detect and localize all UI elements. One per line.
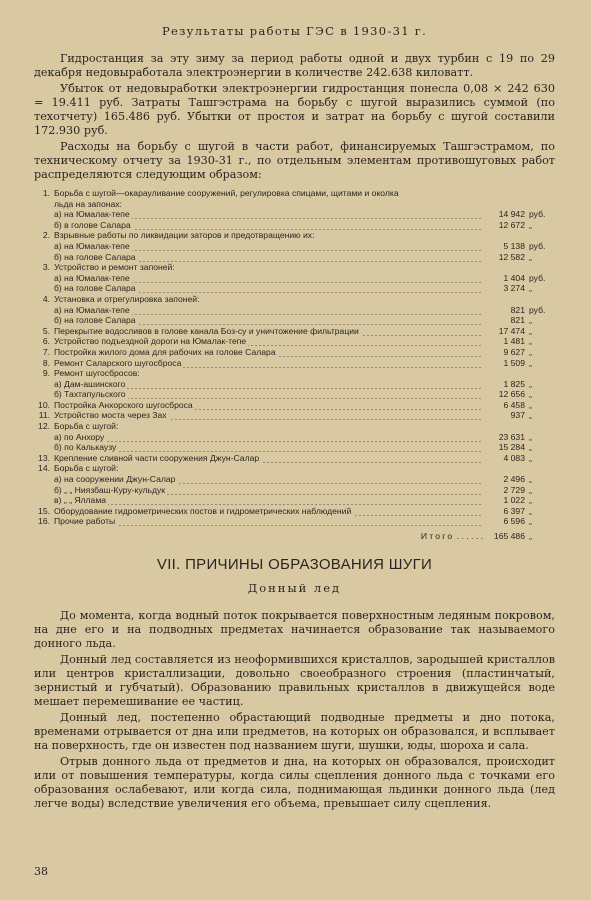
cost-item-number: 12. [38,421,50,432]
cost-item-label: Устройство подъездной дороги на Юмалак-тепе [54,336,247,347]
cost-item-unit: руб. [529,240,546,251]
cost-row [34,199,555,210]
cost-row [34,252,555,263]
cost-item-number [34,315,54,326]
cost-row [34,262,555,273]
cost-row [34,283,555,294]
total-unit: „ [529,531,532,541]
cost-row [34,220,555,231]
cost-item-label: Постройка жилого дома для рабочих на голове Салара [54,346,276,357]
cost-item-unit: „ [529,474,532,485]
cost-item-unit: „ [529,389,532,400]
cost-item-value [483,262,525,273]
cost-item-unit: „ [529,452,532,463]
cost-item-number [34,199,54,210]
cost-item-label: Борьба с шугой: [54,421,119,432]
cost-item-value: 23 631 [498,431,525,442]
cost-item-number [34,209,54,220]
cost-item-number [34,485,54,496]
cost-item-number [34,389,54,400]
cost-row [34,368,555,379]
cost-row [34,347,555,358]
cost-item-label: Постройка Анхорского шугосброса [54,399,193,410]
paragraph-bottom-ice-structure: Донный лед составляется из неоформившихся кристаллов, зародышей кристаллов или центров кристаллизации, довольно своеобразного строения (пластинчатый, зернистый и губчатый). Образованию правильных кристаллов в движущейся воде мешает перемешивание ее частиц. [34,652,555,708]
cost-item-number [34,273,54,284]
cost-item-unit: „ [529,325,532,336]
cost-item-number [34,241,54,252]
cost-item-unit [525,230,555,241]
cost-item-unit: руб. [529,272,546,283]
cost-item-label: Оборудование гидрометрических постов и гидрометрических наблюдений [54,505,352,516]
cost-item-number: 8. [42,357,50,368]
cost-item-number: 3. [42,262,50,273]
cost-item-label: Ремонт шугосбросов: [54,368,140,379]
cost-item-value: 1 022 [503,495,525,506]
cost-item-value [483,463,525,474]
cost-item-value: 9 627 [503,346,525,357]
cost-row [34,463,555,474]
cost-item-label: в) „ „ Яллама [54,495,107,506]
cost-item-value: 14 942 [498,209,525,220]
cost-item-value [483,199,525,210]
cost-item-value: 17 474 [498,325,525,336]
cost-row [34,336,555,347]
cost-item-unit: „ [529,495,532,506]
cost-item-number: 14. [38,463,50,474]
cost-item-unit: „ [529,315,532,326]
cost-item-unit: „ [529,442,532,453]
cost-item-number: 9. [42,368,50,379]
cost-item-value: 937 [510,410,525,421]
cost-item-unit: „ [529,431,532,442]
paragraph-losses: Убыток от недовыработки электроэнергии гидростанция понесла 0,08 × 242 630 = 19.411 руб. Затраты Ташгэстрама на борьбу с шугой выразились суммой (по техотчету) 165.486 руб. Убытки от простоя и затрат на борьбу с шугой составили 172.930 руб. [34,82,555,137]
paragraph-energy-shortfall: Гидростанция за эту зиму за период работы одной и двух турбин с 19 по 29 декабря недовыработала электроэнергии в количестве 242.638 киловатт. [34,52,555,79]
cost-item-label: Борьба с шугой—окарауливание сооружений, регулировка спицами, щитами и околка [54,188,399,198]
cost-item-label: б) на голове Салара [54,315,136,326]
cost-item-label: б) на голове Салара [54,283,136,294]
cost-row [34,379,555,390]
cost-item-unit [525,294,555,305]
total-label: Итого [420,531,455,541]
cost-item-unit: „ [529,410,532,421]
cost-item-unit [525,421,555,432]
cost-item-value: 1 404 [503,272,525,283]
cost-item-label: Установка и отрегулировка запоней: [54,293,200,304]
subsection-title: Донный лед [247,580,342,595]
cost-total-row: Итого . . . . . . 165 486 „ [34,527,555,542]
cost-row [34,305,555,316]
cost-item-unit: руб. [529,209,546,220]
cost-item-value: 5 138 [503,240,525,251]
cost-item-number: 11. [38,410,50,421]
cost-row [34,516,555,527]
cost-row [34,432,555,443]
cost-item-label: Крепление сливной части сооружения Джун-Салар [54,452,260,463]
cost-item-value: 6 458 [503,399,525,410]
cost-row [34,209,555,220]
cost-item-unit: „ [529,346,532,357]
cost-item-number [34,305,54,316]
cost-row [34,421,555,432]
cost-item-number: 1. [42,188,50,198]
cost-item-number: 6. [42,336,50,347]
cost-item-label: б) Тахтапульского [54,389,126,400]
cost-row [34,241,555,252]
cost-item-label: а) на Юмалак-тепе [54,272,130,283]
cost-item-label: а) на Юмалак-тепе [54,304,130,315]
cost-item-value: 821 [510,304,525,315]
cost-item-number [34,474,54,485]
cost-item-unit: „ [529,283,532,294]
cost-item-number: 16. [38,516,50,527]
paragraph-bottom-ice-release: Донный лед, постепенно обрастающий подводные предметы и дно потока, временами отрывается от дна или предметов, на которых он образовался, и всплывает на поверхность, где он известен под названием шуги, шушки, юды, шороха и сала. [34,710,555,752]
cost-item-number: 15. [38,505,50,516]
cost-item-value: 2 496 [503,474,525,485]
cost-row [34,358,555,369]
total-value: 165 486 [493,531,525,541]
cost-item-label: б) на голове Салара [54,251,136,262]
cost-item-number [34,283,54,294]
cost-item-value: 12 582 [498,251,525,262]
cost-item-number [34,379,54,390]
cost-item-label: а) по Анхору [54,431,105,442]
cost-item-value: 821 [510,315,525,326]
cost-item-number [34,220,54,231]
cost-item-unit: „ [529,357,532,368]
cost-item-value: 2 729 [503,484,525,495]
cost-item-label: льда на запонах: [54,198,122,209]
cost-row [34,273,555,284]
cost-item-label: Устройство моста через Зах [54,410,167,421]
cost-item-label: а) на Юмалак-тепе [54,209,130,220]
cost-item-unit [525,262,555,273]
cost-item-value: 12 656 [498,389,525,400]
cost-row [34,506,555,517]
cost-item-number [34,252,54,263]
cost-item-unit: „ [529,219,532,230]
cost-row [34,474,555,485]
cost-item-value [483,421,525,432]
cost-row [34,230,555,241]
cost-item-unit [525,188,555,199]
cost-item-number: 10. [38,399,50,410]
cost-row [34,410,555,421]
cost-item-value: 15 284 [498,442,525,453]
cost-item-label: б) „ „ Ниязбаш-Куру-кульдук [54,484,166,495]
cost-item-label: а) на сооружении Джун-Салар [54,474,176,485]
paragraph-bottom-ice-intro: До момента, когда водный поток покрывается поверхностным ледяным покровом, на дне его и на подводных предметах начинается образование так называемого донного льда. [34,608,555,650]
cost-row [34,442,555,453]
cost-item-label: б) в голове Салара [54,219,131,230]
cost-item-unit: „ [529,484,532,495]
cost-item-label: Борьба с шугой: [54,463,119,474]
cost-item-value: 1 481 [503,336,525,347]
cost-item-value: 3 274 [503,283,525,294]
cost-item-number: 2. [42,230,50,241]
cost-item-label: Взрывные работы по ликвидации заторов и предотвращению их: [54,230,315,241]
paragraph-expenses-intro: Расходы на борьбу с шугой в части работ, финансируемых Ташгэстрамом, по техническому отчету за 1930-31 г., по отдельным элементам противошуговых работ распределяются следующим образом: [34,140,555,181]
cost-row [34,389,555,400]
cost-row [34,453,555,464]
cost-item-unit [525,199,555,210]
cost-item-unit [525,368,555,379]
cost-item-value [483,294,525,305]
cost-row [34,485,555,496]
cost-item-unit: „ [529,251,532,262]
cost-item-value [483,368,525,379]
cost-item-number [34,495,54,506]
cost-item-value [483,230,525,241]
cost-item-unit: „ [529,336,532,347]
cost-item-value: 1 825 [503,378,525,389]
cost-item-unit: „ [529,378,532,389]
cost-item-unit: руб. [529,304,546,315]
cost-item-number: 7. [42,346,50,357]
cost-row [34,294,555,305]
page-number: 38 [34,865,48,878]
cost-item-value: 6 596 [503,516,525,527]
section-title: VII. ПРИЧИНЫ ОБРАЗОВАНИЯ ШУГИ [156,555,433,573]
cost-item-number: 13. [38,452,50,463]
cost-row [34,315,555,326]
cost-item-value: 6 397 [503,505,525,516]
cost-row [34,400,555,411]
cost-item-number: 4. [42,293,50,304]
cost-item-label: а) на Юмалак-тепе [54,240,130,251]
cost-item-label: Прочие работы [54,516,116,527]
cost-item-unit: „ [529,505,532,516]
cost-item-value: 12 672 [498,219,525,230]
cost-item-label: б) по Калькаузу [54,442,117,453]
cost-item-label: Перекрытие водосливов в голове канала Боз-су и уничтожение фильтрации [54,325,359,336]
paragraph-bottom-ice-detachment: Отрыв донного льда от предметов и дна, на которых он образовался, происходит или от повышения температуры, когда силы сцепления донного льда с точками его образования ослабевают, или когда сила, поднимающая льдинки донного льда (лед легче воды) вследствие увеличения его объема, превышает силу сцепления. [34,754,555,810]
cost-row [34,326,555,337]
cost-item-unit [525,463,555,474]
cost-item-label: а) Дам-ашинского [54,378,126,389]
page-heading: Результаты работы ГЭС в 1930-31 г. [161,24,428,38]
cost-table-body [34,188,555,527]
cost-row [34,495,555,506]
cost-row [34,188,555,199]
cost-item-number [34,442,54,453]
cost-item-number: 5. [42,325,50,336]
cost-item-label: Устройство и ремонт запоней: [54,262,175,273]
cost-table [34,188,555,542]
cost-item-unit: „ [529,516,532,527]
cost-item-number [34,432,54,443]
cost-item-label: Ремонт Саларского шугосброса [54,357,182,368]
cost-item-value: 4 083 [503,452,525,463]
cost-item-value [483,188,525,199]
cost-item-value: 1 509 [503,357,525,368]
cost-item-unit: „ [529,399,532,410]
